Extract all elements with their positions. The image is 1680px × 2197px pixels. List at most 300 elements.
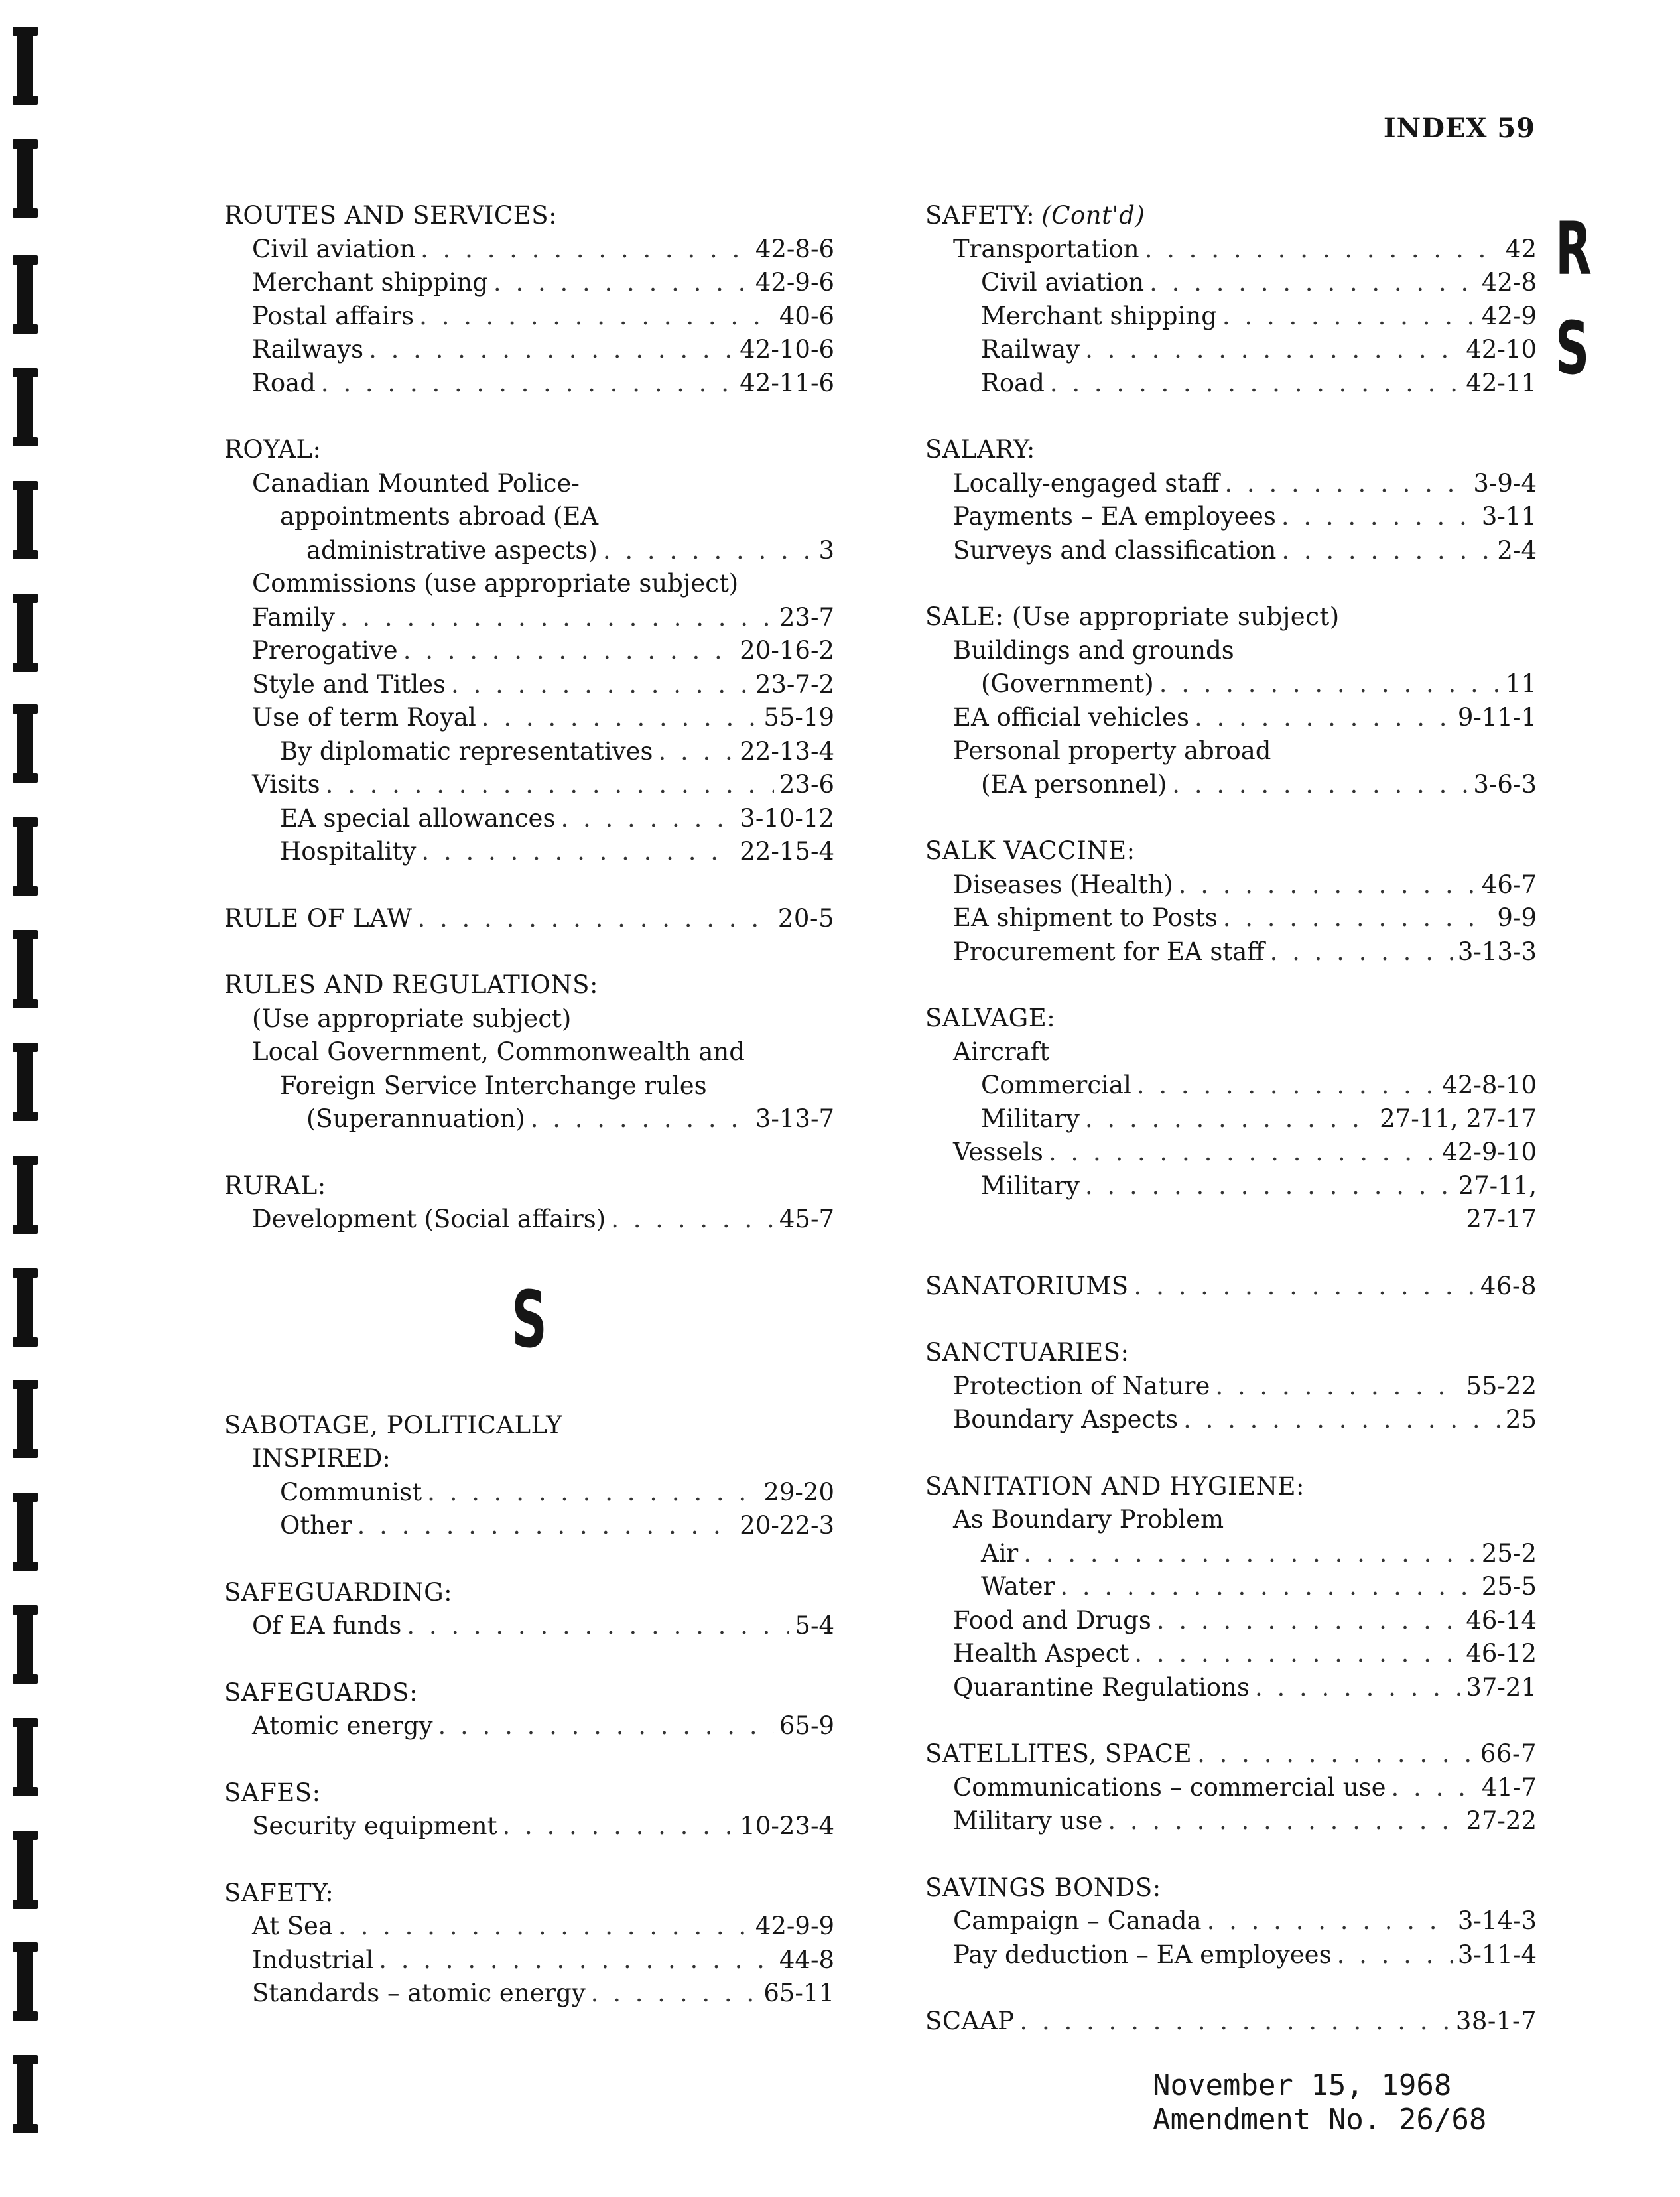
index-entry-label: EA shipment to Posts bbox=[953, 903, 1218, 932]
index-entry bbox=[224, 1203, 834, 1236]
index-entry bbox=[925, 1604, 1537, 1638]
index-entry bbox=[224, 1442, 834, 1476]
index-group bbox=[224, 199, 834, 400]
index-heading bbox=[224, 1776, 834, 1810]
index-entry-ref: 42-8-10 bbox=[1442, 1071, 1537, 1099]
index-entry-label: EA official vehicles bbox=[953, 702, 1189, 732]
index-entry-label: Security equipment bbox=[252, 1812, 497, 1840]
index-entry bbox=[925, 534, 1537, 568]
index-entry bbox=[224, 1102, 834, 1136]
binder-hole-mark bbox=[17, 1718, 33, 1796]
leader-dots bbox=[1391, 1771, 1476, 1805]
index-entry bbox=[224, 300, 834, 334]
index-entry-label: Commercial bbox=[981, 1071, 1131, 1099]
index-entry-ref: 41-7 bbox=[1481, 1772, 1537, 1802]
index-entry-label: Road bbox=[252, 368, 316, 397]
index-entry bbox=[925, 701, 1537, 735]
index-heading-label: SAFEGUARDS: bbox=[224, 1678, 418, 1707]
leader-dots bbox=[1159, 667, 1500, 701]
index-heading bbox=[224, 433, 834, 467]
index-entry-label: Food and Drugs bbox=[953, 1605, 1151, 1634]
index-entry bbox=[925, 935, 1537, 969]
index-heading bbox=[925, 1470, 1537, 1504]
leader-dots bbox=[1215, 1370, 1460, 1404]
index-entry-label: EA special allowances bbox=[280, 803, 556, 832]
leader-dots bbox=[502, 1810, 734, 1843]
leader-dots bbox=[340, 601, 774, 635]
right-column-entries bbox=[925, 199, 1537, 2038]
index-entry-label: Use of term Royal bbox=[252, 703, 476, 732]
index-entry-label: Transportation bbox=[953, 234, 1139, 263]
index-entry bbox=[224, 634, 834, 668]
index-entry-ref: 2-4 bbox=[1497, 535, 1537, 565]
index-heading bbox=[925, 1737, 1537, 1771]
index-entry-ref: 3-11-4 bbox=[1457, 1940, 1537, 1969]
binder-hole-mark bbox=[17, 594, 33, 672]
index-entry-ref: 27-11, 27-17 bbox=[1380, 1104, 1537, 1133]
leader-dots bbox=[407, 1609, 789, 1643]
index-entry-ref: 46-14 bbox=[1466, 1605, 1537, 1634]
index-entry-ref: 42-8-6 bbox=[755, 234, 834, 263]
index-entry-label: Merchant shipping bbox=[252, 268, 488, 297]
index-entry-ref: 3-6-3 bbox=[1473, 769, 1537, 799]
binder-holes bbox=[12, 0, 38, 2197]
index-heading-label: SANCTUARIES: bbox=[925, 1338, 1130, 1366]
index-entry bbox=[224, 534, 834, 568]
index-entry-ref: 22-15-4 bbox=[740, 837, 834, 866]
index-entry-ref: 40-6 bbox=[779, 301, 834, 330]
index-heading-label: RULE OF LAW bbox=[224, 903, 413, 933]
leader-dots bbox=[1020, 2005, 1451, 2038]
index-entry bbox=[224, 1002, 834, 1036]
binder-hole-mark bbox=[17, 1268, 33, 1347]
index-entry-label: Postal affairs bbox=[252, 301, 415, 330]
index-entry-label: Canadian Mounted Police- bbox=[252, 468, 580, 498]
index-entry-ref: 42-11 bbox=[1466, 368, 1537, 397]
leader-dots bbox=[1137, 1069, 1437, 1102]
index-group bbox=[925, 433, 1537, 567]
leader-dots bbox=[1255, 1671, 1460, 1705]
index-heading-label: SAFETY: bbox=[925, 201, 1035, 230]
left-column-s-entries bbox=[224, 1409, 834, 2011]
leader-dots bbox=[1134, 1270, 1475, 1303]
leader-dots bbox=[1085, 1169, 1453, 1203]
tab-letter-s: S bbox=[1555, 306, 1590, 391]
index-entry-ref: 65-9 bbox=[779, 1711, 834, 1740]
index-entry bbox=[925, 1069, 1537, 1102]
leader-dots bbox=[1223, 901, 1492, 935]
index-heading-label: SAVINGS BONDS: bbox=[925, 1873, 1161, 1902]
index-entry-ref: 11 bbox=[1505, 669, 1537, 698]
index-group bbox=[925, 1871, 1537, 1972]
index-entry bbox=[224, 467, 834, 501]
section-letter-s: S bbox=[511, 1273, 547, 1365]
index-entry-ref: 5-4 bbox=[795, 1611, 834, 1640]
index-entry-ref: 3 bbox=[818, 535, 834, 565]
index-entry bbox=[925, 868, 1537, 902]
leader-dots bbox=[1179, 868, 1476, 902]
index-entry-ref: 23-6 bbox=[779, 770, 834, 799]
leader-dots bbox=[591, 1977, 759, 2011]
index-entry-label: Railways bbox=[252, 335, 364, 364]
leader-dots bbox=[1281, 534, 1492, 568]
index-entry-label: Road bbox=[981, 368, 1045, 397]
index-entry-ref: 45-7 bbox=[779, 1205, 834, 1233]
index-entry-label: Visits bbox=[252, 770, 320, 799]
leader-dots bbox=[1060, 1570, 1476, 1604]
index-entry-label: (Use appropriate subject) bbox=[252, 1004, 572, 1033]
index-entry bbox=[224, 567, 834, 601]
index-heading-label: SANATORIUMS bbox=[925, 1271, 1129, 1300]
index-entry-ref: 23-7 bbox=[779, 602, 834, 632]
index-entry-ref: 10-23-4 bbox=[740, 1812, 834, 1840]
index-entry bbox=[925, 500, 1537, 534]
index-entry bbox=[925, 1637, 1537, 1671]
leader-dots bbox=[326, 768, 774, 802]
index-entry bbox=[925, 634, 1537, 668]
index-entry bbox=[925, 1136, 1537, 1169]
index-entry-ref: 55-22 bbox=[1466, 1371, 1537, 1400]
index-entry bbox=[925, 734, 1537, 768]
index-heading bbox=[224, 1409, 834, 1443]
index-heading-label: RULES AND REGULATIONS: bbox=[224, 970, 598, 999]
index-entry-label: (Superannuation) bbox=[306, 1104, 525, 1133]
index-entry-label: Style and Titles bbox=[252, 669, 446, 699]
index-group bbox=[224, 1776, 834, 1843]
index-group bbox=[224, 1676, 834, 1743]
index-entry-label: Protection of Nature bbox=[953, 1371, 1210, 1400]
index-entry bbox=[224, 1035, 834, 1069]
index-entry-label: Diseases (Health) bbox=[953, 870, 1173, 899]
index-heading bbox=[224, 199, 834, 233]
binder-hole-mark bbox=[17, 704, 33, 783]
index-heading-label: SCAAP bbox=[925, 2007, 1015, 2035]
leader-dots bbox=[1222, 300, 1476, 334]
binder-hole-mark bbox=[17, 2055, 33, 2133]
leader-dots bbox=[1085, 1102, 1374, 1136]
leader-dots bbox=[427, 1476, 758, 1510]
leader-dots bbox=[451, 668, 750, 702]
index-heading-label: RURAL: bbox=[224, 1171, 326, 1200]
index-entry-label: Health Aspect bbox=[953, 1639, 1130, 1668]
leader-dots bbox=[1108, 1804, 1460, 1838]
index-entry bbox=[224, 735, 834, 769]
index-entry-ref: 37-21 bbox=[1466, 1672, 1537, 1701]
index-entry-label: Surveys and classification bbox=[953, 535, 1277, 565]
index-entry-ref: 25 bbox=[1505, 1405, 1537, 1433]
index-entry-ref: 22-13-4 bbox=[740, 736, 834, 766]
index-entry bbox=[224, 233, 834, 267]
index-entry-label: Air bbox=[981, 1538, 1019, 1567]
index-entry-ref: 55-19 bbox=[763, 703, 834, 732]
index-entry-ref: 46-12 bbox=[1466, 1639, 1537, 1668]
index-entry-label: Railway bbox=[981, 335, 1080, 364]
index-heading-ref: 46-8 bbox=[1480, 1271, 1537, 1300]
index-group bbox=[224, 1576, 834, 1643]
index-group bbox=[224, 433, 834, 869]
index-heading bbox=[925, 1336, 1537, 1370]
leader-dots bbox=[420, 233, 750, 267]
index-group bbox=[224, 1409, 834, 1543]
index-entry bbox=[925, 333, 1537, 367]
binder-hole-mark bbox=[17, 255, 33, 334]
index-entry-ref: 42-9-9 bbox=[755, 1912, 834, 1940]
index-heading-label: SANITATION AND HYGIENE: bbox=[925, 1471, 1305, 1500]
index-entry-ref: 42-9-6 bbox=[755, 268, 834, 297]
leader-dots bbox=[357, 1509, 735, 1543]
binder-hole-mark bbox=[17, 930, 33, 1008]
left-column-r-entries bbox=[224, 199, 834, 1236]
index-entry bbox=[925, 1537, 1537, 1571]
leader-dots bbox=[438, 1709, 774, 1743]
index-group bbox=[925, 1336, 1537, 1437]
index-entry bbox=[925, 1671, 1537, 1705]
binder-hole-mark bbox=[17, 139, 33, 218]
index-entry bbox=[925, 1503, 1537, 1537]
index-entry bbox=[925, 1570, 1537, 1604]
leader-dots bbox=[1224, 467, 1468, 501]
index-entry-ref: 27-17 bbox=[1466, 1205, 1537, 1233]
index-heading-label: SAFES: bbox=[224, 1778, 321, 1807]
leader-dots bbox=[1085, 333, 1460, 367]
leader-dots bbox=[1050, 367, 1460, 401]
index-entry-label: Personal property abroad bbox=[953, 736, 1271, 765]
index-entry bbox=[224, 367, 834, 401]
index-entry bbox=[224, 1810, 834, 1843]
index-entry bbox=[925, 901, 1537, 935]
binder-hole-mark bbox=[17, 1380, 33, 1458]
binder-hole-mark bbox=[17, 1493, 33, 1571]
index-entry-label: Payments – EA employees bbox=[953, 502, 1276, 531]
index-heading-label: ROUTES AND SERVICES: bbox=[224, 201, 558, 230]
index-entry-label: Local Government, Commonwealth and bbox=[252, 1037, 745, 1066]
index-entry bbox=[925, 1403, 1537, 1437]
index-entry-label: At Sea bbox=[252, 1912, 334, 1940]
index-entry bbox=[925, 233, 1537, 267]
index-entry bbox=[224, 1476, 834, 1510]
index-heading-label: SALVAGE: bbox=[925, 1004, 1056, 1032]
leader-dots bbox=[417, 902, 772, 936]
index-entry bbox=[224, 1509, 834, 1543]
binder-hole-mark bbox=[17, 1942, 33, 2021]
leader-dots bbox=[603, 534, 814, 568]
index-entry-label: Communications – commercial use bbox=[953, 1772, 1386, 1802]
index-entry bbox=[925, 367, 1537, 401]
index-entry-label: (Government) bbox=[981, 669, 1154, 698]
footer-date: November 15, 1968 bbox=[1153, 2068, 1452, 2102]
binder-hole-mark bbox=[17, 1043, 33, 1121]
page-header: INDEX 59 bbox=[1383, 113, 1535, 144]
leader-dots bbox=[369, 333, 734, 367]
leader-dots bbox=[560, 802, 734, 836]
index-entry-ref: 42-8 bbox=[1481, 268, 1537, 297]
index-entry bbox=[925, 1771, 1537, 1805]
index-entry-label: Civil aviation bbox=[981, 268, 1145, 297]
index-entry bbox=[224, 1910, 834, 1944]
index-heading bbox=[224, 968, 834, 1002]
index-entry bbox=[925, 667, 1537, 701]
index-group bbox=[224, 902, 834, 936]
index-entry-ref: 3-13-3 bbox=[1457, 937, 1537, 966]
index-entry bbox=[925, 1370, 1537, 1404]
index-group bbox=[925, 2005, 1537, 2038]
index-entry bbox=[224, 768, 834, 802]
index-entry-label: Quarantine Regulations bbox=[953, 1672, 1250, 1701]
index-heading-label: SALE: (Use appropriate subject) bbox=[925, 602, 1340, 631]
index-entry-label: Of EA funds bbox=[252, 1611, 402, 1640]
index-entry-label: Aircraft bbox=[953, 1037, 1050, 1066]
leader-dots bbox=[658, 735, 734, 769]
leader-dots bbox=[1157, 1604, 1460, 1638]
index-entry-label: Military use bbox=[953, 1806, 1103, 1835]
index-entry-label: appointments abroad (EA bbox=[280, 502, 599, 531]
index-entry-label: INSPIRED: bbox=[252, 1444, 391, 1473]
index-entry-ref: 44-8 bbox=[779, 1945, 834, 1974]
index-entry-ref: 42-11-6 bbox=[740, 368, 834, 397]
index-heading-label: SATELLITES, SPACE bbox=[925, 1739, 1193, 1768]
index-entry bbox=[925, 1203, 1537, 1236]
index-heading bbox=[925, 2005, 1537, 2038]
leader-dots bbox=[338, 1910, 750, 1944]
index-entry-ref: 3-13-7 bbox=[755, 1104, 834, 1133]
index-group bbox=[224, 1169, 834, 1236]
index-heading-ref: 20-5 bbox=[777, 903, 834, 933]
leader-dots bbox=[403, 634, 735, 668]
index-entry-label: Vessels bbox=[953, 1138, 1043, 1166]
index-entry-ref: 42-10-6 bbox=[740, 335, 834, 364]
leader-dots bbox=[1207, 1904, 1453, 1938]
index-group bbox=[925, 834, 1537, 968]
index-entry-ref: 3-9-4 bbox=[1473, 468, 1537, 498]
index-entry bbox=[925, 1102, 1537, 1136]
index-heading bbox=[224, 1877, 834, 1910]
index-entry-label: Other bbox=[280, 1511, 352, 1540]
index-heading-label: SAFETY: bbox=[224, 1878, 334, 1907]
index-entry-label: Military bbox=[981, 1104, 1080, 1133]
index-heading bbox=[925, 433, 1537, 467]
index-entry-ref: 3-11 bbox=[1481, 502, 1537, 531]
index-heading-label: SABOTAGE, POLITICALLY bbox=[224, 1410, 563, 1439]
index-heading-label: SALARY: bbox=[925, 435, 1035, 464]
index-entry-label: Industrial bbox=[252, 1945, 374, 1974]
index-entry-label: Foreign Service Interchange rules bbox=[280, 1071, 707, 1100]
index-entry-ref: 42 bbox=[1505, 234, 1537, 263]
index-entry bbox=[224, 601, 834, 635]
binder-hole-mark bbox=[17, 1605, 33, 1684]
index-group bbox=[925, 1737, 1537, 1838]
index-entry-ref: 3-10-12 bbox=[740, 803, 834, 832]
index-entry bbox=[224, 500, 834, 534]
index-entry bbox=[224, 333, 834, 367]
index-entry-ref: 23-7-2 bbox=[755, 669, 834, 699]
index-entry bbox=[925, 768, 1537, 802]
index-entry-ref: 9-9 bbox=[1497, 903, 1537, 932]
leader-dots bbox=[1281, 500, 1476, 534]
index-group bbox=[925, 1002, 1537, 1236]
index-entry-ref: 65-11 bbox=[763, 1979, 834, 2007]
index-heading bbox=[925, 600, 1537, 634]
index-entry-label: Development (Social affairs) bbox=[252, 1205, 606, 1233]
index-entry-label: Campaign – Canada bbox=[953, 1906, 1202, 1935]
binder-hole-mark bbox=[17, 481, 33, 559]
index-entry-label: Atomic energy bbox=[252, 1711, 433, 1740]
leader-dots bbox=[1049, 1136, 1437, 1169]
index-entry-label: Hospitality bbox=[280, 837, 417, 866]
footer-amendment: Amendment No. 26/68 bbox=[1153, 2103, 1487, 2137]
leader-dots bbox=[421, 835, 734, 869]
index-entry bbox=[925, 266, 1537, 300]
index-entry-ref: 42-10 bbox=[1466, 335, 1537, 364]
index-heading-ref: 66-7 bbox=[1480, 1739, 1537, 1768]
index-entry-ref: 3-14-3 bbox=[1457, 1906, 1537, 1935]
index-entry bbox=[925, 1035, 1537, 1069]
index-entry bbox=[925, 1904, 1537, 1938]
index-entry bbox=[224, 1977, 834, 2011]
leader-dots bbox=[1195, 701, 1453, 735]
index-group bbox=[224, 968, 834, 1136]
index-entry bbox=[224, 1944, 834, 1977]
index-heading bbox=[925, 1270, 1537, 1303]
index-entry-ref: 20-22-3 bbox=[740, 1511, 834, 1540]
index-heading bbox=[925, 199, 1537, 233]
index-entry bbox=[224, 1069, 834, 1103]
index-heading bbox=[925, 1002, 1537, 1035]
leader-dots bbox=[1023, 1537, 1476, 1571]
index-entry bbox=[224, 701, 834, 735]
leader-dots bbox=[1183, 1403, 1500, 1437]
index-entry-label: As Boundary Problem bbox=[953, 1505, 1224, 1534]
tab-letter-r: R bbox=[1555, 206, 1592, 291]
index-entry-ref: 20-16-2 bbox=[740, 636, 834, 665]
leader-dots bbox=[482, 701, 759, 735]
index-heading bbox=[925, 1871, 1537, 1905]
index-entry bbox=[224, 1609, 834, 1643]
index-entry-label: Prerogative bbox=[252, 636, 398, 665]
index-entry-label: administrative aspects) bbox=[306, 535, 598, 565]
index-group bbox=[925, 1470, 1537, 1705]
index-entry-ref: 25-5 bbox=[1481, 1572, 1537, 1601]
index-entry bbox=[224, 266, 834, 300]
index-entry bbox=[925, 300, 1537, 334]
index-entry-label: Merchant shipping bbox=[981, 301, 1217, 330]
binder-hole-mark bbox=[17, 817, 33, 896]
index-heading bbox=[224, 1576, 834, 1610]
leader-dots bbox=[531, 1102, 750, 1136]
index-entry-ref: 42-9-10 bbox=[1442, 1138, 1537, 1166]
index-entry-ref: 27-22 bbox=[1466, 1806, 1537, 1835]
right-column bbox=[925, 199, 1537, 2072]
index-entry-label: Locally-engaged staff bbox=[953, 468, 1220, 498]
leader-dots bbox=[1197, 1737, 1475, 1771]
index-entry-label: Civil aviation bbox=[252, 234, 416, 263]
leader-dots bbox=[1337, 1938, 1453, 1972]
footer bbox=[1153, 2068, 1486, 2137]
index-heading bbox=[224, 1676, 834, 1710]
left-column bbox=[224, 199, 834, 2044]
index-entry-ref: 42-9 bbox=[1481, 301, 1537, 330]
index-entry-label: Standards – atomic energy bbox=[252, 1979, 586, 2007]
index-heading-label: SAFEGUARDING: bbox=[224, 1577, 453, 1607]
leader-dots bbox=[1149, 266, 1476, 300]
index-entry-label: Military bbox=[981, 1171, 1080, 1200]
leader-dots bbox=[493, 266, 750, 300]
binder-hole-mark bbox=[17, 368, 33, 446]
index-entry-ref: 29-20 bbox=[763, 1477, 834, 1506]
index-heading-ref: 38-1-7 bbox=[1455, 2007, 1537, 2035]
index-entry-label: By diplomatic representatives bbox=[280, 736, 653, 766]
index-entry-label: Boundary Aspects bbox=[953, 1405, 1179, 1433]
index-entry-ref: 25-2 bbox=[1481, 1538, 1537, 1567]
